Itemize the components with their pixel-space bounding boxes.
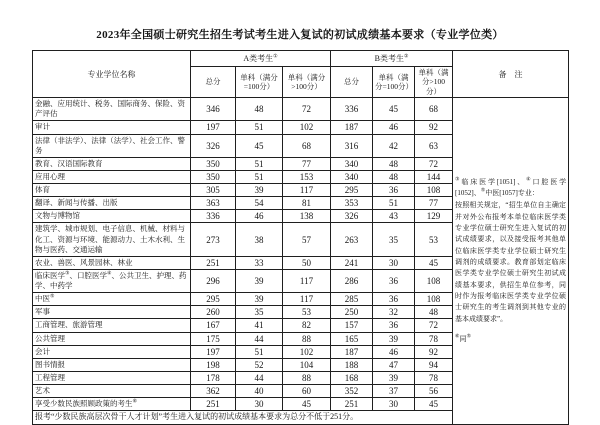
score-cell: 286	[331, 269, 373, 292]
score-cell: 53	[283, 306, 331, 319]
score-cell: 46	[373, 121, 415, 134]
score-cell: 187	[331, 345, 373, 358]
score-cell: 88	[283, 371, 331, 384]
score-cell: 30	[373, 398, 415, 411]
degree-name-cell: 教育、汉语国际教育	[33, 157, 191, 170]
score-cell: 39	[236, 269, 283, 292]
score-cell: 117	[283, 184, 331, 197]
score-cell: 44	[236, 332, 283, 345]
score-cell: 68	[283, 134, 331, 157]
score-cell: 39	[236, 184, 283, 197]
score-cell: 33	[236, 256, 283, 269]
remark-note-heading: ③临床医学[1051]、④口腔医学[1052]、⑤中医[1057]专业：	[455, 177, 567, 197]
degree-name-cell: 体育	[33, 184, 191, 197]
score-cell: 47	[373, 358, 415, 371]
score-cell: 39	[373, 332, 415, 345]
score-cell: 241	[331, 256, 373, 269]
score-cell: 50	[283, 256, 331, 269]
score-cell: 68	[415, 98, 453, 121]
page-title: 2023年全国硕士研究生招生考试考生进入复试的初试成绩基本要求（专业学位类）	[96, 29, 504, 41]
score-cell: 353	[331, 197, 373, 210]
score-cell: 108	[415, 269, 453, 292]
degree-name-cell: 应用心理	[33, 170, 191, 183]
score-cell: 92	[415, 121, 453, 134]
header-degree-name: 专业学位名称	[33, 51, 191, 98]
score-cell: 92	[415, 345, 453, 358]
score-cell: 72	[283, 98, 331, 121]
degree-name-cell: 农业、兽医、风景园林、林业	[33, 256, 191, 269]
score-cell: 326	[331, 210, 373, 223]
degree-name-cell: 会计	[33, 345, 191, 358]
degree-name-cell: 艺术	[33, 385, 191, 398]
remark-cell	[453, 98, 569, 425]
score-cell: 30	[373, 256, 415, 269]
score-cell: 53	[415, 223, 453, 256]
score-cell: 251	[191, 256, 236, 269]
score-cell: 72	[415, 319, 453, 332]
degree-name-cell: 公共管理	[33, 332, 191, 345]
score-cell: 81	[283, 197, 331, 210]
degree-name-cell: 金融、应用统计、税务、国际商务、保险、资产评估	[33, 98, 191, 121]
score-cell: 45	[373, 98, 415, 121]
score-cell: 260	[191, 306, 236, 319]
score-cell: 362	[191, 385, 236, 398]
score-cell: 40	[236, 385, 283, 398]
score-cell: 45	[415, 398, 453, 411]
header-group-b: B类考生②	[331, 51, 453, 67]
score-cell: 197	[191, 121, 236, 134]
score-cell: 295	[331, 184, 373, 197]
score-cell: 94	[415, 358, 453, 371]
degree-name-cell: 图书情报	[33, 358, 191, 371]
score-cell: 46	[236, 210, 283, 223]
table-header	[33, 51, 569, 98]
score-cell: 45	[236, 134, 283, 157]
score-cell: 157	[331, 319, 373, 332]
score-cell: 102	[283, 345, 331, 358]
score-cell: 263	[331, 223, 373, 256]
score-cell: 336	[331, 98, 373, 121]
score-cell: 250	[331, 306, 373, 319]
score-table-body	[33, 98, 569, 425]
score-cell: 60	[283, 385, 331, 398]
score-cell: 350	[191, 170, 236, 183]
score-cell: 38	[236, 223, 283, 256]
score-cell: 77	[415, 197, 453, 210]
degree-name-cell: 临床医学③、口腔医学④、公共卫生、护理、药学、中药学	[33, 269, 191, 292]
score-cell: 48	[373, 157, 415, 170]
score-cell: 251	[191, 398, 236, 411]
degree-name-cell: 军事	[33, 306, 191, 319]
degree-name-cell: 中医⑤	[33, 293, 191, 306]
remark-note-extra: ⑥同⑤	[455, 334, 472, 343]
score-cell: 77	[283, 157, 331, 170]
table-row	[33, 98, 569, 121]
score-cell: 188	[331, 358, 373, 371]
score-cell: 51	[236, 345, 283, 358]
degree-name-cell: 享受少数民族照顾政策的考生⑥	[33, 398, 191, 411]
score-cell: 178	[191, 371, 236, 384]
score-cell: 197	[191, 345, 236, 358]
score-cell: 54	[236, 197, 283, 210]
score-cell: 63	[415, 134, 453, 157]
score-cell: 41	[236, 319, 283, 332]
score-cell: 56	[415, 385, 453, 398]
score-cell: 48	[373, 170, 415, 183]
score-cell: 48	[236, 98, 283, 121]
score-cell: 175	[191, 332, 236, 345]
score-cell: 305	[191, 184, 236, 197]
score-cell: 168	[331, 371, 373, 384]
score-cell: 273	[191, 223, 236, 256]
score-cell: 117	[283, 293, 331, 306]
score-cell: 285	[331, 293, 373, 306]
score-cell: 42	[373, 134, 415, 157]
score-cell: 104	[283, 358, 331, 371]
header-a-subover100: 单科（满分>100分）	[283, 67, 331, 98]
header-a-total: 总分	[191, 67, 236, 98]
table-footnote: 报考“少数民族高层次骨干人才计划”考生进入复试的初试成绩基本要求为总分不低于251分。	[33, 411, 453, 424]
score-cell: 82	[283, 319, 331, 332]
score-cell: 88	[283, 332, 331, 345]
score-cell: 57	[283, 223, 331, 256]
score-cell: 51	[236, 121, 283, 134]
score-cell: 37	[373, 385, 415, 398]
score-cell: 296	[191, 269, 236, 292]
degree-name-cell: 文物与博物馆	[33, 210, 191, 223]
score-cell: 78	[415, 332, 453, 345]
score-cell: 340	[331, 157, 373, 170]
score-cell: 36	[373, 293, 415, 306]
score-cell: 108	[415, 184, 453, 197]
score-cell: 153	[283, 170, 331, 183]
score-cell: 352	[331, 385, 373, 398]
score-cell: 51	[236, 157, 283, 170]
degree-name-cell: 翻译、新闻与传播、出版	[33, 197, 191, 210]
score-cell: 346	[191, 98, 236, 121]
score-cell: 108	[415, 293, 453, 306]
score-cell: 35	[373, 223, 415, 256]
score-cell: 46	[373, 345, 415, 358]
score-cell: 48	[415, 306, 453, 319]
score-cell: 138	[283, 210, 331, 223]
header-group-a: A类考生①	[191, 51, 331, 67]
score-cell: 72	[415, 157, 453, 170]
score-cell: 45	[415, 256, 453, 269]
header-group-row	[33, 51, 569, 67]
degree-name-cell: 建筑学、城市规划、电子信息、机械、材料与化工、资源与环境、能源动力、土木水利、生物与医药、交通运输	[33, 223, 191, 256]
header-b-sub100: 单科（满分=100分）	[373, 67, 415, 98]
score-cell: 363	[191, 197, 236, 210]
score-cell: 45	[283, 398, 331, 411]
degree-name-cell: 审计	[33, 121, 191, 134]
score-cell: 36	[373, 319, 415, 332]
score-cell: 167	[191, 319, 236, 332]
score-cell: 117	[283, 269, 331, 292]
degree-name-cell: 工商管理、旅游管理	[33, 319, 191, 332]
score-cell: 187	[331, 121, 373, 134]
score-cell: 43	[373, 210, 415, 223]
score-cell: 316	[331, 134, 373, 157]
score-cell: 30	[236, 398, 283, 411]
header-b-subover100: 单科（满分>100分）	[415, 67, 453, 98]
score-cell: 39	[373, 371, 415, 384]
score-cell: 39	[236, 293, 283, 306]
score-cell: 129	[415, 210, 453, 223]
remark-note-body: 按照相关规定，“招生单位自主确定并对外公布报考本单位临床医学类专业学位硕士研究生进入复试的初试成绩要求，以及接受报考其他单位临床医学类专业学位硕士研究生调剂的成绩要求。教育部划定临床医学类专业学位硕士研究生初试成绩基本要求，供招生单位参考，同时作为报考临床医学类专业学位硕士研究生的考生调剂到其他专业的基本成绩要求”。	[455, 201, 567, 323]
score-cell: 326	[191, 134, 236, 157]
score-cell: 336	[191, 210, 236, 223]
score-cell: 165	[331, 332, 373, 345]
score-cell: 36	[373, 184, 415, 197]
degree-name-cell: 法律（非法学）、法律（法学）、社会工作、警务	[33, 134, 191, 157]
score-cell: 52	[236, 358, 283, 371]
score-cell: 36	[373, 269, 415, 292]
score-cell: 102	[283, 121, 331, 134]
score-cell: 44	[236, 371, 283, 384]
header-a-sub100: 单科（满分=100分）	[236, 67, 283, 98]
score-cell: 51	[373, 197, 415, 210]
score-cell: 32	[373, 306, 415, 319]
score-cell: 350	[191, 157, 236, 170]
score-table	[32, 50, 569, 425]
degree-name-cell: 工程管理	[33, 371, 191, 384]
score-cell: 251	[331, 398, 373, 411]
score-cell: 35	[236, 306, 283, 319]
score-cell: 295	[191, 293, 236, 306]
score-cell: 78	[415, 371, 453, 384]
score-cell: 51	[236, 170, 283, 183]
header-b-total: 总分	[331, 67, 373, 98]
score-cell: 340	[331, 170, 373, 183]
score-cell: 144	[415, 170, 453, 183]
header-remark: 备 注	[453, 51, 569, 98]
score-cell: 198	[191, 358, 236, 371]
